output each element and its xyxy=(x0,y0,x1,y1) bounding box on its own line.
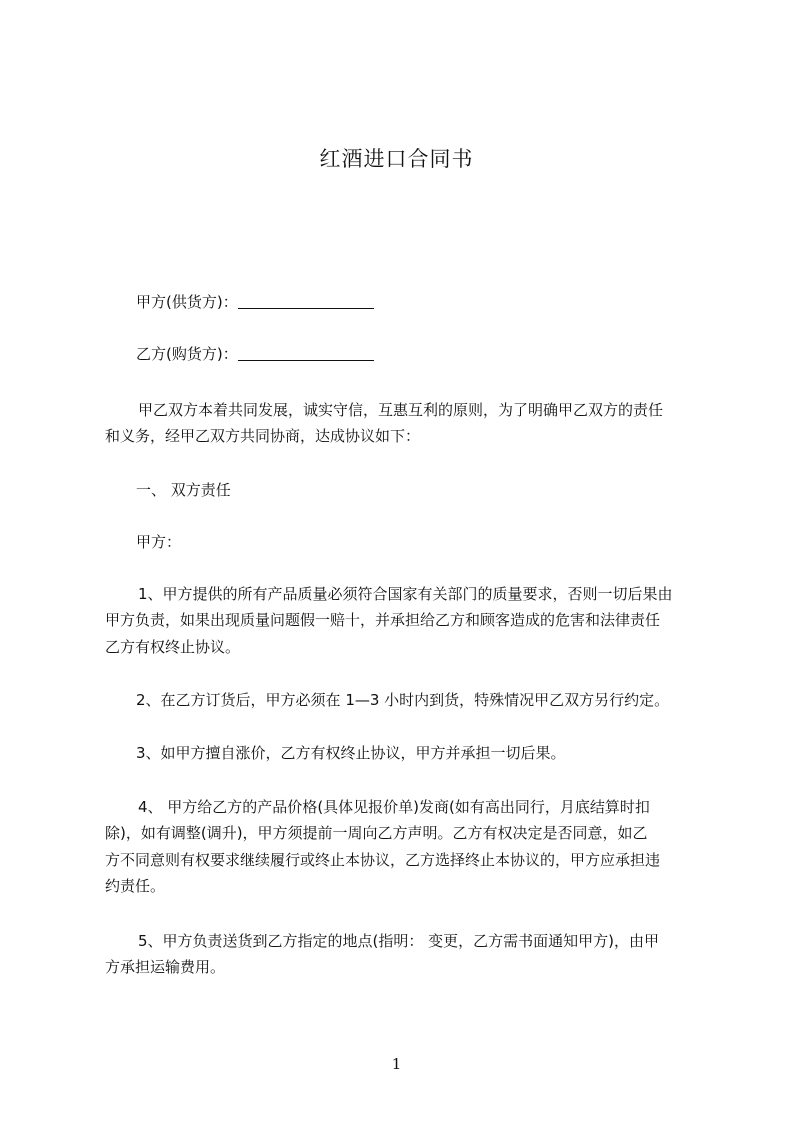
clause-4-line-1: 4、 甲方给乙方的产品价格(具体见报价单)发商(如有高出同行，月底结算时扣 xyxy=(138,798,650,816)
party-a-blank xyxy=(238,294,374,309)
page-title: 红酒进口合同书 xyxy=(319,147,474,171)
party-b-line xyxy=(105,341,736,367)
party-b-label: 乙方(购货方)： xyxy=(136,345,238,363)
clause-5-line-1: 5、甲方负责送货到乙方指定的地点(指明： 变更，乙方需书面通知甲方)，由甲 xyxy=(138,932,660,950)
party-a-heading: 甲方： xyxy=(136,533,182,551)
party-a-line xyxy=(105,289,736,315)
clause-1-line-1: 1、甲方提供的所有产品质量必须符合国家有关部门的质量要求，否则一切后果由 xyxy=(138,585,673,603)
party-b-blank xyxy=(238,346,374,361)
clause-4-line-3: 方不同意则有权要求继续履行或终止本协议，乙方选择终止本协议的，甲方应承担违 xyxy=(105,851,661,869)
intro-line-1: 甲乙双方本着共同发展，诚实守信，互惠互利的原则，为了明确甲乙双方的责任 xyxy=(138,401,664,419)
clause-2: 2、在乙方订货后，甲方必须在 1—3 小时内到货，特殊情况甲乙双方另行约定。 xyxy=(136,691,670,709)
clause-1-line-2: 甲方负责，如果出现质量问题假一赔十，并承担给乙方和顾客造成的危害和法律责任 xyxy=(105,611,661,629)
intro-line-2: 和义务，经甲乙双方共同协商，达成协议如下： xyxy=(105,427,421,445)
clause-5-line-2: 方承担运输费用。 xyxy=(105,958,226,976)
party-a-label: 甲方(供货方)： xyxy=(136,293,238,311)
section-heading: 一、 双方责任 xyxy=(136,481,231,499)
clause-3: 3、如甲方擅自涨价，乙方有权终止协议，甲方并承担一切后果。 xyxy=(136,744,566,762)
clause-4-line-4: 约责任。 xyxy=(105,877,166,895)
clause-1-line-3: 乙方有权终止协议。 xyxy=(105,638,241,656)
clause-4-line-2: 除)，如有调整(调升)，甲方须提前一周向乙方声明。乙方有权决定是否同意，如乙 xyxy=(105,824,648,842)
page-number: 1 xyxy=(391,1055,402,1073)
